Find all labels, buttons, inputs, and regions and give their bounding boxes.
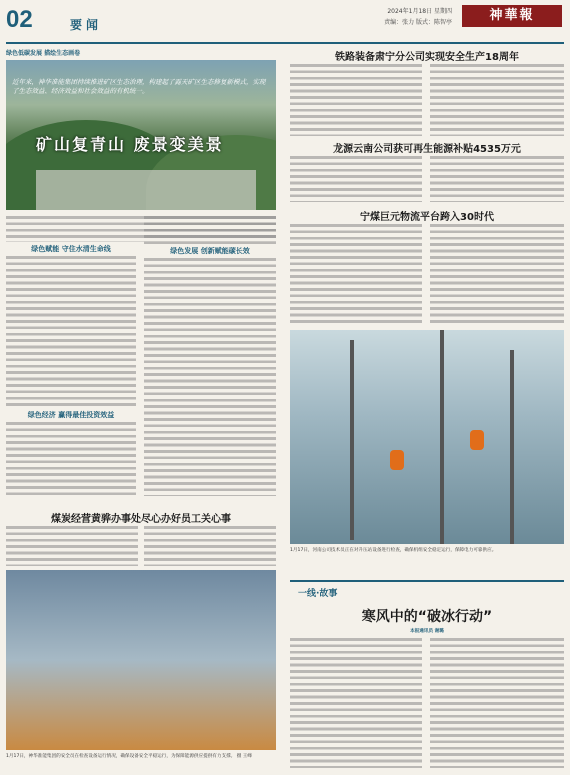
left-story-caption bbox=[6, 754, 276, 760]
story-tag: 一线·故事 bbox=[298, 589, 338, 599]
photo-caption: 近年来，神华准能集团持续推进矿区生态治理，构建起了露天矿区生态修复新模式，实现了生态效益、经济效益和社会效益的有机统一。 bbox=[12, 78, 266, 95]
tower-shape bbox=[350, 340, 354, 540]
left-story-column-1 bbox=[6, 526, 138, 566]
bottom-story-col-2 bbox=[430, 638, 564, 768]
right-photo bbox=[290, 330, 564, 544]
editor-line: 责编：张力 版式：陈智亭 bbox=[384, 19, 452, 26]
feature-column-2a bbox=[144, 216, 276, 244]
right-story-3-col-1 bbox=[290, 224, 422, 324]
photographer: 摄 王峰 bbox=[236, 754, 252, 759]
feature-column-2 bbox=[144, 258, 276, 496]
feature-subhead-2: 绿色发展 创新赋能碳长效 bbox=[170, 247, 250, 255]
left-story-photo bbox=[6, 570, 276, 750]
building-shape bbox=[36, 170, 256, 210]
newspaper-logo: 神華報 bbox=[462, 5, 562, 27]
right-story-1-col-2 bbox=[430, 64, 564, 136]
feature-photo bbox=[6, 60, 276, 210]
right-photo-caption: 1月17日，河南公司技术员正在对升压站设备进行检查，确保机组安全稳定运行，保障电力可靠供应。 bbox=[290, 548, 497, 553]
right-story-2-col-2 bbox=[430, 156, 564, 202]
section-title: 要闻 bbox=[70, 18, 103, 32]
left-story-title: 煤炭经营黄骅办事处尽心办好员工关心事 bbox=[51, 514, 231, 525]
worker-figure bbox=[390, 450, 404, 470]
feature-subhead-1: 绿色赋能 守住水清生命线 bbox=[31, 245, 111, 253]
right-story-1-col-1 bbox=[290, 64, 422, 136]
header-rule bbox=[6, 42, 564, 44]
feature-subhead-3: 绿色经济 赢得最佳投资效益 bbox=[27, 411, 115, 419]
page-header bbox=[0, 0, 570, 42]
tower-shape bbox=[440, 330, 444, 544]
tower-shape bbox=[510, 350, 514, 544]
feature-column-3 bbox=[6, 422, 136, 496]
issue-date: 2024年1月18日 星期四 bbox=[387, 8, 452, 15]
right-story-3-col-2 bbox=[430, 224, 564, 324]
page-number: 02 bbox=[6, 6, 33, 33]
left-story-column-2 bbox=[144, 526, 276, 566]
feature-headline: 矿山复青山 废景变美景 bbox=[36, 135, 224, 154]
right-story-3-title: 宁煤巨元物流平台跨入30时代 bbox=[360, 212, 494, 223]
feature-column-1 bbox=[6, 256, 136, 406]
bottom-story-title: 寒风中的“破冰行动” bbox=[361, 609, 493, 625]
bottom-story-byline: 本报通讯员 谢璐 bbox=[410, 629, 444, 634]
caption-text: 1月17日，神华准能集团的安全员在检查设备运行情况，确保设备安全平稳运行，为保障能源供应提供有力支撑。 bbox=[6, 754, 236, 759]
feature-kicker: 绿色低碳发展 描绘生态画卷 bbox=[6, 50, 81, 57]
story-divider bbox=[290, 580, 564, 582]
right-story-2-col-1 bbox=[290, 156, 422, 202]
right-story-2-title: 龙源云南公司获可再生能源补贴4535万元 bbox=[333, 144, 521, 155]
bottom-story-col-1 bbox=[290, 638, 422, 768]
right-story-1-title: 铁路装备肃宁分公司实现安全生产18周年 bbox=[335, 52, 519, 63]
worker-figure bbox=[470, 430, 484, 450]
date-info bbox=[372, 6, 452, 28]
